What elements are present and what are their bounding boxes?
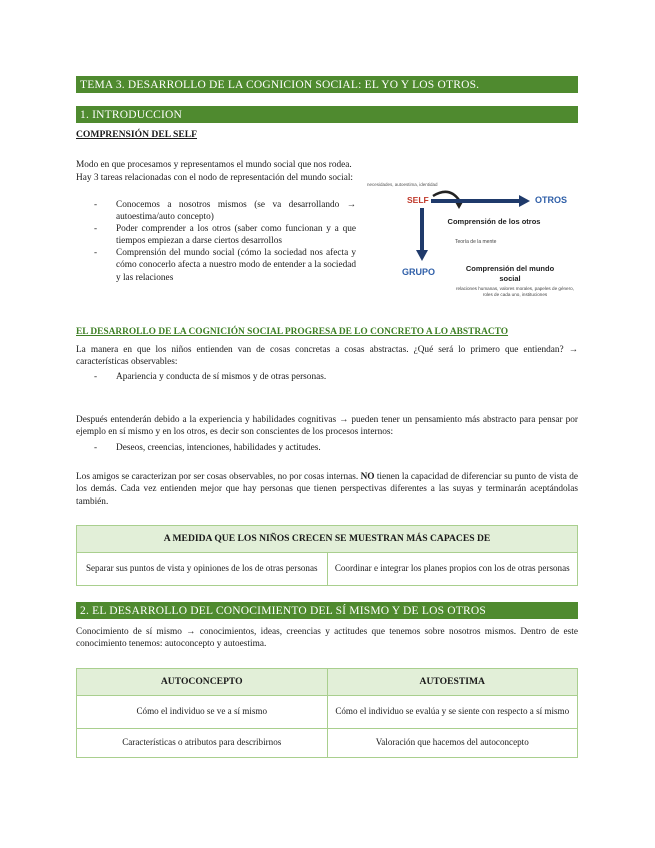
intro-paragraph-1: Modo en que procesamos y representamos el mundo social que nos rodea. [76,160,352,170]
section-title: 2. EL DESARROLLO DEL CONOCIMIENTO DEL SÍ MISMO Y DE LOS OTROS [80,604,486,617]
diagram-comp-otros: Comprensión de los otros [447,217,541,226]
list-item: - Apariencia y conducta de sí mismos y de otras personas. [94,371,574,383]
table-header-autoconcepto: AUTOCONCEPTO [77,669,328,696]
section-header-conocimiento [76,602,578,619]
intro-paragraph-2: Hay 3 tareas relacionadas con el nodo de representación del mundo social: [76,173,353,183]
table-header-row [77,669,578,696]
table-row [77,553,578,586]
diagram-comp-mundo: Comprensión del mundo social [465,264,555,283]
table-row [77,696,578,729]
table-cell: Separar sus puntos de vista y opiniones de los de otras personas [77,553,328,586]
list-item: - Poder comprender a los otros (saber como funcionan y a que tiempos empiezan a darse ciertos desarrollos [94,223,356,247]
diagram-comp-otros-sub: Teoría de la mente [455,239,497,245]
p3-bold-no: NO [360,472,375,482]
progresa-paragraph-3 [76,471,578,508]
progresa-bullet-list-1 [94,371,574,383]
table-cell: Cómo el individuo se ve a sí mismo [77,696,328,729]
social-cognition-diagram [355,182,580,322]
progresa-paragraph-1: La manera en que los niños entienden van de cosas concretas a cosas abstractas. ¿Qué será lo primero que entiendan? → características observables: [76,345,578,368]
subheading-comprension-self: COMPRENSIÓN DEL SELF [76,129,198,140]
p3-text-end: tienen la capacidad de diferenciar su punto de vista de los demás. Cada vez entienden mejor que hay personas que tienen perspectivas diferentes a las suyas y terminarán aceptándolas también. [76,472,578,507]
section2-paragraph: Conocimiento de sí mismo → conocimientos, ideas, creencias y actitudes que tenemos sobre nosotros mismos. Dentro de este conocimiento tenemos: autoconcepto y autoestima. [76,627,578,650]
diagram-grupo-label: GRUPO [402,267,436,277]
document-title: TEMA 3. DESARROLLO DE LA COGNICION SOCIAL: EL YO Y LOS OTROS. [80,78,480,91]
grupo-arrowhead [416,250,428,261]
diagram-top-note: necesidades, autoestima, identidad [367,182,438,187]
capacidades-table [76,525,578,586]
diagram-otros-label: OTROS [535,195,568,205]
loop-arrowhead [455,202,463,209]
table-header-row [77,526,578,553]
table-cell: Coordinar e integrar los planes propios con los de otras personas [327,553,578,586]
list-item: - Deseos, creencias, intenciones, habilidades y actitudes. [94,442,574,454]
table-header-autoestima: AUTOESTIMA [327,669,578,696]
section-header-introduccion [76,106,578,123]
table-row [77,729,578,758]
progresa-paragraph-2: Después entenderán debido a la experiencia y habilidades cognitivas → pueden tener un pensamiento más abstracto para pensar por ejemplo en sí mismo y en los otros, es decir son conscientes de los procesos internos: [76,415,578,438]
progresa-bullet-list-2 [94,442,574,454]
autoconcepto-autoestima-table [76,668,578,758]
diagram-self-label: SELF [407,195,429,205]
list-item: - Comprensión del mundo social (cómo la sociedad nos afecta y cómo conocerlo afecta a nuestro modo de entender a la sociedad y las relaciones [94,247,356,283]
list-item: - Conocemos a nosotros mismos (se va desarrollando → autoestima/auto concepto) [94,199,356,223]
table-header-cell: A MEDIDA QUE LOS NIÑOS CRECEN SE MUESTRAN MÁS CAPACES DE [77,526,578,553]
table-cell: Valoración que hacemos del autoconcepto [327,729,578,758]
subheading-concreto-abstracto: EL DESARROLLO DE LA COGNICIÓN SOCIAL PROGRESA DE LO CONCRETO A LO ABSTRACTO [76,327,509,337]
table-cell: Cómo el individuo se evalúa y se siente con respecto a sí mismo [327,696,578,729]
p3-text-start: Los amigos se caracterizan por ser cosas observables, no por cosas internas. [76,472,361,482]
section-title: 1. INTRODUCCION [80,108,183,121]
otros-arrowhead [519,195,530,207]
title-bar [76,76,578,93]
self-loop-arrow [433,192,459,200]
diagram-comp-mundo-sub: relaciones humanas, valores morales, papeles de género, roles de cada uno, instituciones [456,286,574,297]
intro-bullet-list [94,199,356,284]
table-cell: Características o atributos para describirnos [77,729,328,758]
